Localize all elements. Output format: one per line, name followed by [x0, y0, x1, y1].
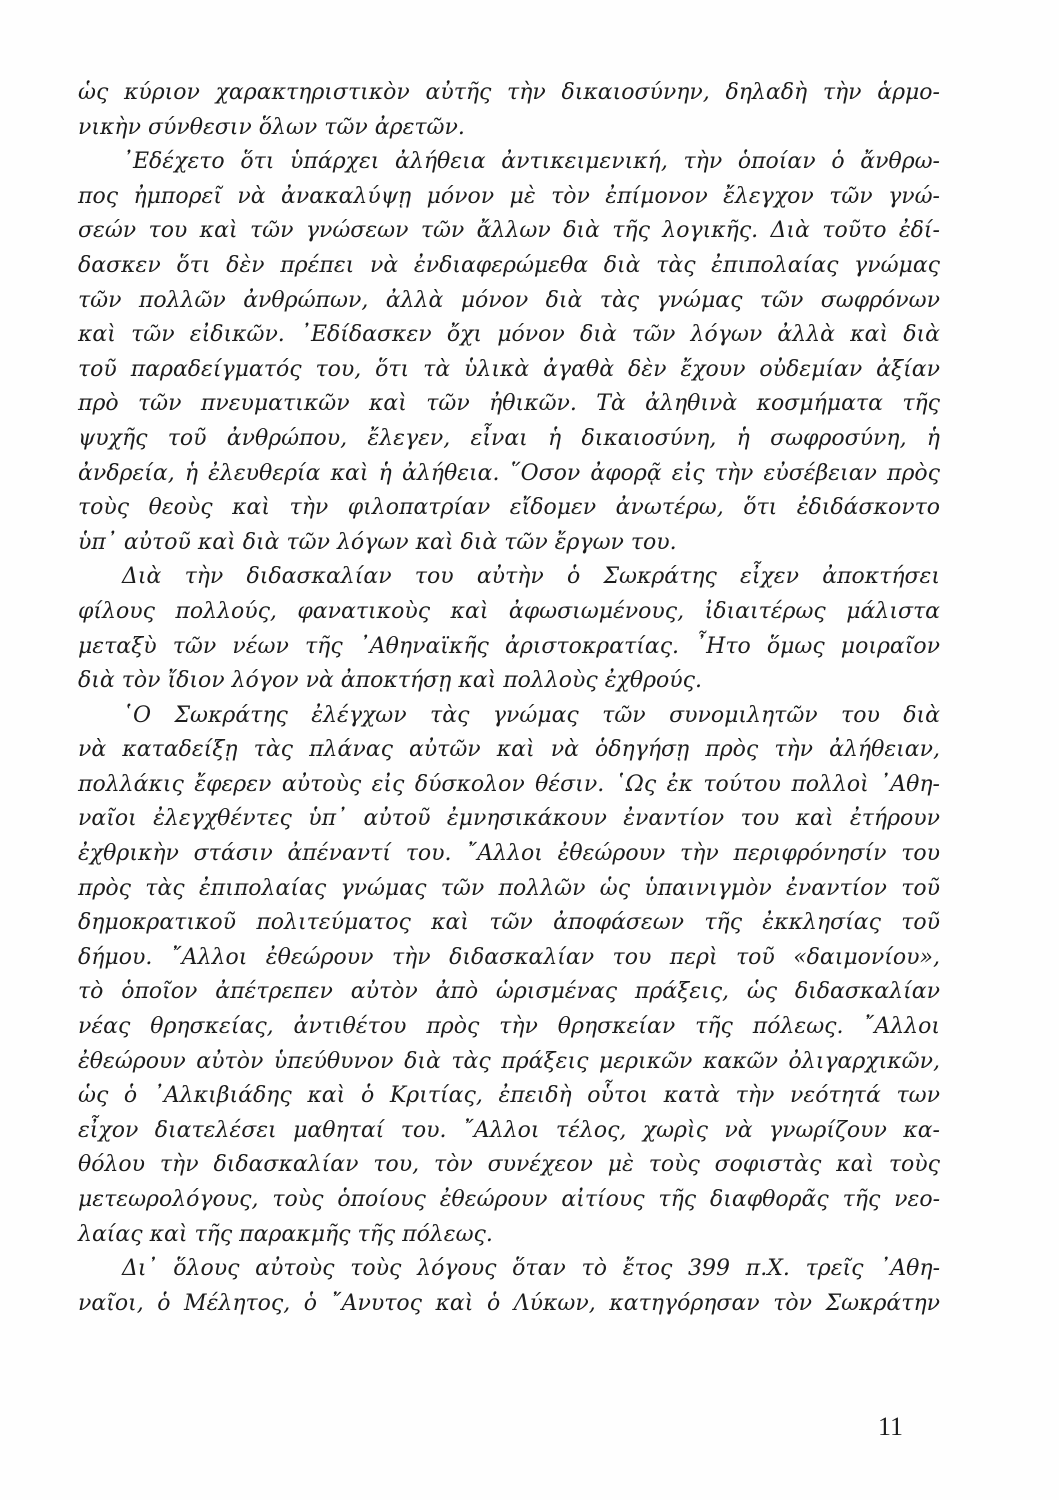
- text-line: ῾Ο Σωκράτης ἐλέγχων τὰς γνώμας τῶν συνομιλητῶν του διὰ: [122, 702, 940, 728]
- text-line: ὡς ὁ ᾿Αλκιβιάδης καὶ ὁ Κριτίας, ἐπειδὴ οὗτοι κατὰ τὴν νεότητά των: [78, 1083, 940, 1109]
- text-line: λαίας καὶ τῆς παρακμῆς τῆς πόλεως.: [78, 1221, 493, 1247]
- text-line: σεών του καὶ τῶν γνώσεων τῶν ἄλλων διὰ τῆς λογικῆς. Διὰ τοῦτο ἐδί-: [78, 218, 940, 244]
- text-line: ἐχθρικὴν στάσιν ἀπέναντί του. ῎Αλλοι ἐθεώρουν τὴν περιφρόνησίν του: [78, 841, 940, 867]
- text-line: ἐθεώρουν αὐτὸν ὑπεύθυνον διὰ τὰς πράξεις μερικῶν κακῶν ὀλιγαρχικῶν,: [78, 1048, 940, 1074]
- text-line: εἶχον διατελέσει μαθηταί του. ῎Αλλοι τέλος, χωρὶς νὰ γνωρίζουν κα-: [78, 1117, 940, 1143]
- text-line: δημοκρατικοῦ πολιτεύματος καὶ τῶν ἀποφάσεων τῆς ἐκκλησίας τοῦ: [78, 910, 940, 936]
- text-line: τῶν πολλῶν ἀνθρώπων, ἀλλὰ μόνον διὰ τὰς γνώμας τῶν σωφρόνων: [78, 287, 940, 313]
- text-line: πρὸ τῶν πνευματικῶν καὶ τῶν ἠθικῶν. Τὰ ἀληθινὰ κοσμήματα τῆς: [78, 391, 940, 417]
- text-line: νὰ καταδείξῃ τὰς πλάνας αὐτῶν καὶ νὰ ὁδηγήσῃ πρὸς τὴν ἀλήθειαν,: [78, 737, 940, 763]
- text-line: διὰ τὸν ἴδιον λόγον νὰ ἀποκτήσῃ καὶ πολλοὺς ἐχθρούς.: [78, 668, 702, 694]
- text-line: Δι᾿ ὅλους αὐτοὺς τοὺς λόγους ὅταν τὸ ἔτος 399 π.Χ. τρεῖς ᾿Αθη-: [122, 1256, 940, 1282]
- text-line: ναῖοι ἐλεγχθέντες ὑπ᾿ αὐτοῦ ἐμνησικάκουν ἐναντίον του καὶ ἐτήρουν: [78, 806, 940, 832]
- text-line: πολλάκις ἔφερεν αὐτοὺς εἰς δύσκολον θέσιν. ῾Ως ἐκ τούτου πολλοὶ ᾿Αθη-: [78, 771, 940, 797]
- body-text: [78, 76, 940, 1321]
- text-line: ναῖοι, ὁ Μέλητος, ὁ ῎Ανυτος καὶ ὁ Λύκων, κατηγόρησαν τὸν Σωκράτην: [78, 1290, 940, 1316]
- text-line: τοὺς θεοὺς καὶ τὴν φιλοπατρίαν εἴδομεν ἀνωτέρω, ὅτι ἐδιδάσκοντο: [78, 495, 940, 521]
- text-line: ὡς κύριον χαρακτηριστικὸν αὐτῆς τὴν δικαιοσύνην, δηλαδὴ τὴν ἁρμο-: [78, 80, 940, 105]
- text-line: ᾿Εδέχετο ὅτι ὑπάρχει ἀλήθεια ἀντικειμενική, τὴν ὁποίαν ὁ ἄνθρω-: [122, 149, 940, 175]
- text-line: πος ἠμπορεῖ νὰ ἀνακαλύψῃ μόνον μὲ τὸν ἐπίμονον ἔλεγχον τῶν γνώ-: [78, 183, 940, 209]
- text-line: ψυχῆς τοῦ ἀνθρώπου, ἔλεγεν, εἶναι ἡ δικαιοσύνη, ἡ σωφροσύνη, ἡ: [78, 425, 940, 451]
- text-line: μεταξὺ τῶν νέων τῆς ᾿Αθηναϊκῆς ἀριστοκρατίας. ῏Ητο ὅμως μοιραῖον: [78, 633, 940, 659]
- text-line: μετεωρολόγους, τοὺς ὁποίους ἐθεώρουν αἰτίους τῆς διαφθορᾶς τῆς νεο-: [78, 1187, 940, 1212]
- text-line: δήμου. ῎Αλλοι ἐθεώρουν τὴν διδασκαλίαν του περὶ τοῦ «δαιμονίου»,: [78, 944, 940, 970]
- text-line: ὑπ᾿ αὐτοῦ καὶ διὰ τῶν λόγων καὶ διὰ τῶν ἔργων του.: [78, 529, 677, 555]
- text-line: πρὸς τὰς ἐπιπολαίας γνώμας τῶν πολλῶν ὡς ὑπαινιγμὸν ἐναντίον τοῦ: [78, 875, 940, 901]
- text-line: νέας θρησκείας, ἀντιθέτου πρὸς τὴν θρησκείαν τῆς πόλεως. ῎Αλλοι: [78, 1014, 940, 1040]
- page-number: 11: [878, 1412, 904, 1441]
- text-line: φίλους πολλούς, φανατικοὺς καὶ ἀφωσιωμένους, ἰδιαιτέρως μάλιστα: [78, 598, 940, 624]
- text-line: ἀνδρεία, ἡ ἐλευθερία καὶ ἡ ἀλήθεια. ῞Οσον ἀφορᾷ εἰς τὴν εὐσέβειαν πρὸς: [78, 460, 940, 486]
- text-line: τὸ ὁποῖον ἀπέτρεπεν αὐτὸν ἀπὸ ὡρισμένας πράξεις, ὡς διδασκαλίαν: [78, 979, 940, 1005]
- text-line: τοῦ παραδείγματός του, ὅτι τὰ ὑλικὰ ἀγαθὰ δὲν ἔχουν οὐδεμίαν ἀξίαν: [78, 356, 940, 382]
- text-line: θόλου τὴν διδασκαλίαν του, τὸν συνέχεον μὲ τοὺς σοφιστὰς καὶ τοὺς: [78, 1152, 940, 1178]
- text-line: καὶ τῶν εἰδικῶν. ᾿Εδίδασκεν ὄχι μόνον διὰ τῶν λόγων ἀλλὰ καὶ διὰ: [78, 322, 940, 348]
- text-line: Διὰ τὴν διδασκαλίαν του αὐτὴν ὁ Σωκράτης εἶχεν ἀποκτήσει: [122, 564, 940, 590]
- text-line: δασκεν ὅτι δὲν πρέπει νὰ ἐνδιαφερώμεθα διὰ τὰς ἐπιπολαίας γνώμας: [78, 252, 940, 278]
- text-line: νικὴν σύνθεσιν ὅλων τῶν ἀρετῶν.: [78, 114, 465, 140]
